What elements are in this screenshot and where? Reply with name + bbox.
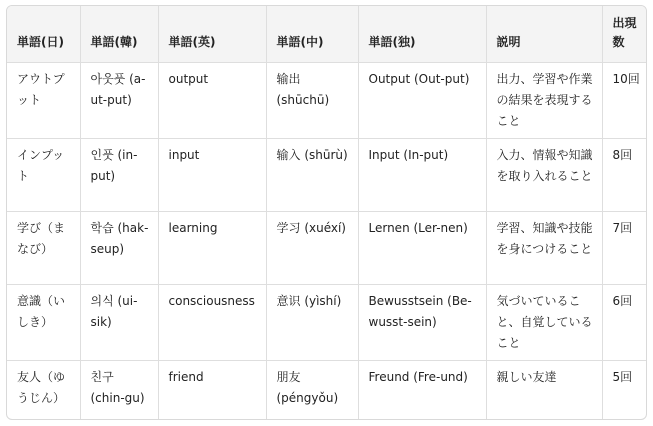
cell-count: 5回 — [612, 369, 633, 384]
header-description: 説明 — [486, 6, 602, 62]
cell-count: 6回 — [602, 284, 647, 360]
cell-japanese: 学び（まなび） — [7, 211, 80, 284]
cell-english: learning — [158, 211, 266, 284]
cell-japanese: 友人（ゆうじん） — [7, 360, 80, 420]
cell-description: 出力、学習や作業の結果を表現すること — [486, 62, 602, 138]
cell-japanese: 意識（いしき） — [7, 284, 80, 360]
cell-chinese: 朋友 (péngyǒu) — [266, 360, 358, 420]
cell-chinese: 输出 (shūchū) — [266, 62, 358, 138]
cell-korean: 인풋 (in-put) — [80, 138, 158, 211]
cell-count: 8回 — [602, 138, 647, 211]
cell-english: consciousness — [158, 284, 266, 360]
table-row — [7, 360, 647, 420]
table-row — [7, 62, 647, 138]
cell-description: 親しい友達 — [486, 360, 602, 420]
header-korean: 単語(韓) — [80, 6, 158, 62]
cell-korean: 학습 (hak-seup) — [80, 211, 158, 284]
cell-german: Freund (Fre-und) — [358, 360, 486, 420]
cell-korean: 의식 (ui-sik) — [80, 284, 158, 360]
cell-korean: 친구 (chin-gu) — [80, 360, 158, 420]
cell-count: 10回 — [602, 62, 647, 138]
table-row — [7, 284, 647, 360]
cell-english: friend — [158, 360, 266, 420]
cell-chinese: 学习 (xuéxí) — [266, 211, 358, 284]
header-chinese: 単語(中) — [266, 6, 358, 62]
cell-german: Lernen (Ler-nen) — [358, 211, 486, 284]
header-english: 単語(英) — [158, 6, 266, 62]
header-japanese: 単語(日) — [7, 6, 80, 62]
cell-german: Input (In-put) — [358, 138, 486, 211]
cell-count: 7回 — [602, 211, 647, 284]
cell-japanese: インプット — [7, 138, 80, 211]
vocabulary-table — [7, 6, 647, 420]
vocabulary-table-container — [6, 5, 647, 420]
table-row — [7, 138, 647, 211]
cell-description: 学習、知識や技能を身につけること — [486, 211, 602, 284]
cell-description: 気づいていること、自覚していること — [486, 284, 602, 360]
header-count: 出現数 — [602, 6, 647, 62]
cell-korean: 아웃풋 (a-ut-put) — [80, 62, 158, 138]
table-row — [7, 211, 647, 284]
cell-japanese: アウトプット — [7, 62, 80, 138]
header-german: 単語(独) — [358, 6, 486, 62]
cell-german: Output (Out-put) — [358, 62, 486, 138]
header-row — [7, 6, 647, 62]
cell-german: Bewusstsein (Be-wusst-sein) — [358, 284, 486, 360]
cell-chinese: 输入 (shūrù) — [266, 138, 358, 211]
cell-chinese: 意识 (yìshí) — [266, 284, 358, 360]
cell-english: output — [158, 62, 266, 138]
cell-english: input — [158, 138, 266, 211]
cell-description: 入力、情報や知識を取り入れること — [486, 138, 602, 211]
